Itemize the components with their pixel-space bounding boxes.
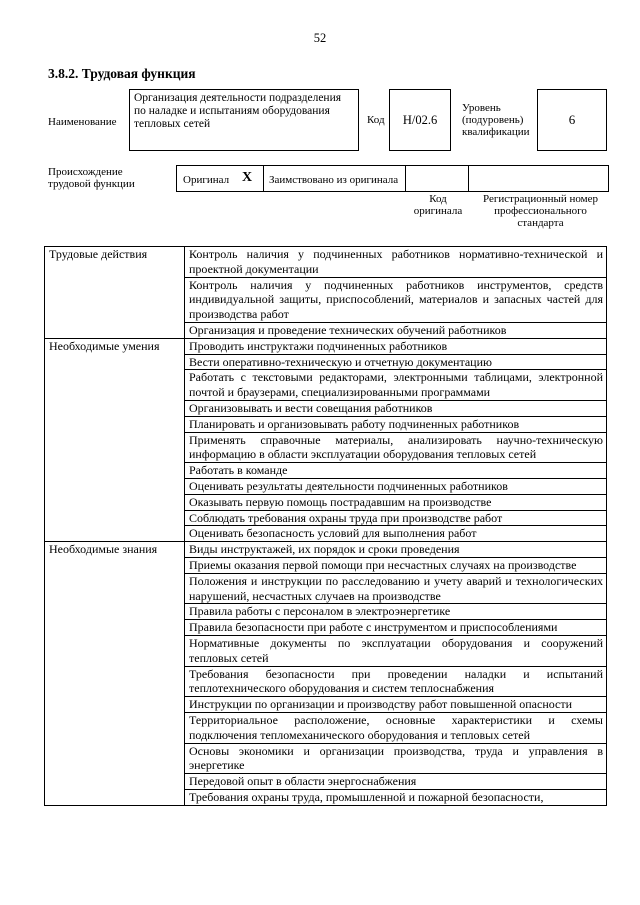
list-item: Работать с текстовыми редакторами, электронными таблицами, электронной почтой и браузерами, специализированными программами	[185, 370, 607, 401]
function-table	[44, 246, 607, 806]
table-row	[45, 463, 607, 479]
original-label: Оригинал	[183, 174, 230, 186]
origin-label: Происхождение трудовой функции	[48, 166, 135, 190]
table-row	[45, 789, 607, 805]
list-item: Применять справочные материалы, анализировать научно-техническую информацию в области эксплуатации оборудования тепловых сетей	[185, 432, 607, 463]
list-item: Проводить инструктажи подчиненных работников	[185, 338, 607, 354]
table-row	[45, 277, 607, 322]
table-row	[45, 774, 607, 790]
function-name-box: Организация деятельности подразделения по наладке и испытаниям оборудования тепловых сетей	[129, 89, 359, 151]
section-heading-continuation	[45, 510, 185, 526]
table-row	[45, 666, 607, 697]
section-heading-continuation	[45, 354, 185, 370]
section-heading-continuation	[45, 526, 185, 542]
page-number: 52	[313, 31, 327, 45]
list-item: Правила безопасности при работе с инструментом и приспособлениями	[185, 620, 607, 636]
table-row	[45, 432, 607, 463]
list-item: Организация и проведение технических обучений работников	[185, 322, 607, 338]
section-heading-continuation	[45, 432, 185, 463]
level-value-box: 6	[537, 89, 607, 151]
list-item: Оказывать первую помощь пострадавшим на производстве	[185, 494, 607, 510]
list-item: Планировать и организовывать работу подчиненных работников	[185, 416, 607, 432]
section-heading-continuation	[45, 573, 185, 604]
table-row	[45, 510, 607, 526]
table-row	[45, 400, 607, 416]
section-heading: Трудовые действия	[45, 247, 185, 278]
name-label: Наименование	[48, 116, 117, 128]
list-item: Правила работы с персоналом в электроэнергетике	[185, 604, 607, 620]
code-caption: Код оригинала	[413, 193, 463, 217]
list-item: Оценивать безопасность условий для выполнения работ	[185, 526, 607, 542]
list-item: Организовывать и вести совещания работников	[185, 400, 607, 416]
list-item: Вести оперативно-техническую и отчетную документацию	[185, 354, 607, 370]
section-heading-continuation	[45, 635, 185, 666]
table-row	[45, 494, 607, 510]
origin-divider-2	[405, 165, 406, 192]
list-item: Основы экономики и организации производства, труда и управления в энергетике	[185, 743, 607, 774]
list-item: Территориальное расположение, основные характеристики и схемы подключения тепломеханического оборудования и тепловых сетей	[185, 712, 607, 743]
section-heading-continuation	[45, 463, 185, 479]
list-item: Нормативные документы по эксплуатации оборудования и сооружений тепловых сетей	[185, 635, 607, 666]
list-item: Приемы оказания первой помощи при несчастных случаях на производстве	[185, 557, 607, 573]
table-row	[45, 604, 607, 620]
table-row	[45, 697, 607, 713]
section-heading-continuation	[45, 322, 185, 338]
section-heading-continuation	[45, 697, 185, 713]
table-row	[45, 635, 607, 666]
section-heading-continuation	[45, 620, 185, 636]
table-row	[45, 354, 607, 370]
section-heading-continuation	[45, 743, 185, 774]
section-heading: Необходимые знания	[45, 542, 185, 558]
list-item: Контроль наличия у подчиненных работников инструментов, средств индивидуальной защиты, приспособлений, материалов и запасных частей для производства работ	[185, 277, 607, 322]
section-heading-continuation	[45, 666, 185, 697]
list-item: Оценивать результаты деятельности подчиненных работников	[185, 478, 607, 494]
table-row	[45, 247, 607, 278]
section-heading-continuation	[45, 557, 185, 573]
section-heading-continuation	[45, 400, 185, 416]
list-item: Виды инструктажей, их порядок и сроки проведения	[185, 542, 607, 558]
list-item: Передовой опыт в области энергоснабжения	[185, 774, 607, 790]
list-item: Соблюдать требования охраны труда при производстве работ	[185, 510, 607, 526]
section-heading-continuation	[45, 416, 185, 432]
table-row	[45, 573, 607, 604]
table-row	[45, 542, 607, 558]
table-row	[45, 557, 607, 573]
borrowed-label: Заимствовано из оригинала	[269, 174, 399, 186]
list-item: Контроль наличия у подчиненных работников нормативно-технической и проектной документации	[185, 247, 607, 278]
original-mark: X	[242, 170, 253, 185]
table-row	[45, 743, 607, 774]
section-heading-continuation	[45, 478, 185, 494]
code-value-box: H/02.6	[389, 89, 451, 151]
table-row	[45, 526, 607, 542]
section-title: 3.8.2. Трудовая функция	[48, 66, 196, 81]
section-heading-continuation	[45, 789, 185, 805]
origin-divider-3	[468, 165, 469, 192]
table-row	[45, 712, 607, 743]
list-item: Требования охраны труда, промышленной и пожарной безопасности,	[185, 789, 607, 805]
table-row	[45, 338, 607, 354]
table-row	[45, 478, 607, 494]
table-row	[45, 322, 607, 338]
origin-divider-1	[263, 165, 264, 192]
section-heading-continuation	[45, 712, 185, 743]
list-item: Работать в команде	[185, 463, 607, 479]
table-row	[45, 620, 607, 636]
reg-caption: Регистрационный номер профессионального стандарта	[482, 193, 599, 229]
section-heading-continuation	[45, 774, 185, 790]
code-label: Код	[367, 114, 385, 126]
table-row	[45, 416, 607, 432]
level-label: Уровень (подуровень) квалификации	[462, 102, 530, 138]
section-heading: Необходимые умения	[45, 338, 185, 354]
section-heading-continuation	[45, 604, 185, 620]
section-heading-continuation	[45, 277, 185, 322]
list-item: Инструкции по организации и производству работ повышенной опасности	[185, 697, 607, 713]
section-heading-continuation	[45, 370, 185, 401]
table-row	[45, 370, 607, 401]
section-heading-continuation	[45, 494, 185, 510]
list-item: Требования безопасности при проведении наладки и испытаний теплотехнического оборудования и систем теплоснабжения	[185, 666, 607, 697]
list-item: Положения и инструкции по расследованию и учету аварий и технологических нарушений, несчастных случаев на производстве	[185, 573, 607, 604]
